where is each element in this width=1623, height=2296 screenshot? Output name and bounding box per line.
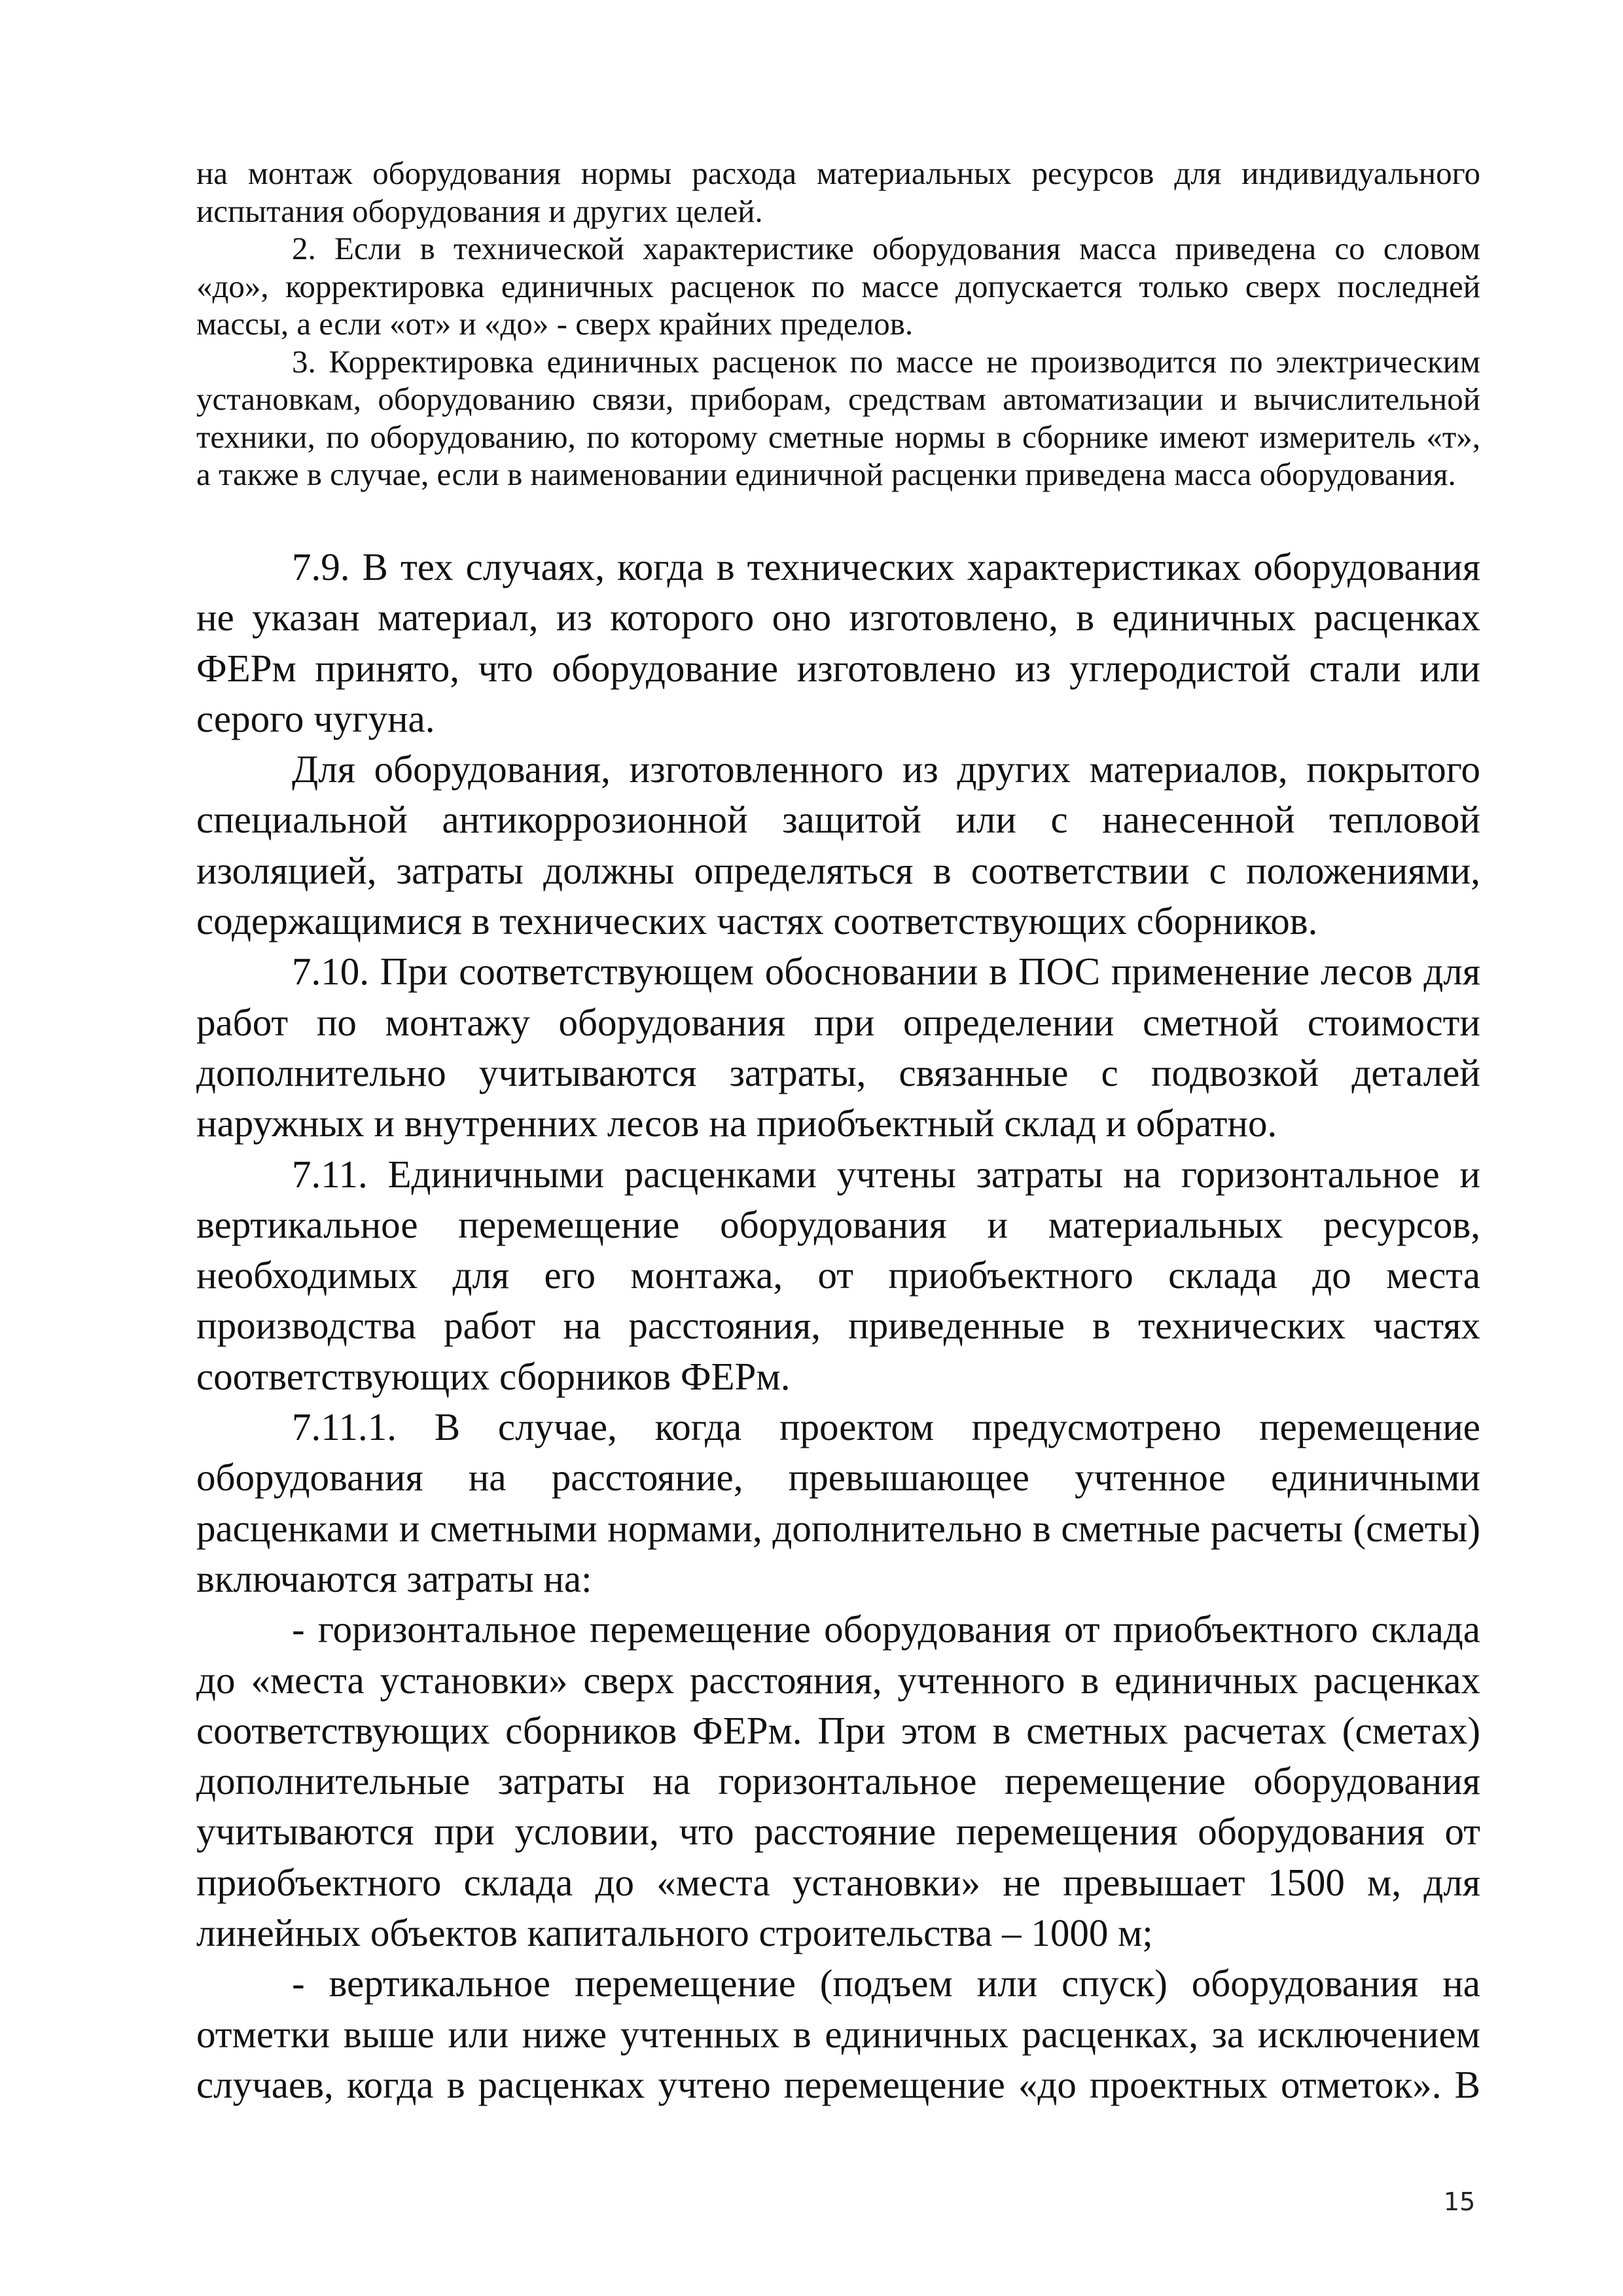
text-line: отметки выше или ниже учтенных в единичных расценках, за исключением: [196, 2012, 1480, 2056]
text-line: техники, по оборудованию, по которому сметные нормы в сборнике имеют измеритель «т»,: [196, 418, 1480, 455]
text-line: «до», корректировка единичных расценок по массе допускается только сверх последней: [196, 268, 1480, 304]
paragraph: [196, 1958, 1480, 2110]
text-line: 2. Если в технической характеристике оборудования масса приведена со словом: [292, 230, 1480, 266]
text-line: 7.10. При соответствующем обосновании в ПОС применение лесов для: [292, 950, 1480, 994]
text-line: вертикальное перемещение оборудования и материальных ресурсов,: [196, 1202, 1480, 1246]
text-line: ФЕРм принято, что оборудование изготовлено из углеродистой стали или: [196, 646, 1480, 690]
text-line: испытания оборудования и других целей.: [196, 192, 763, 229]
paragraph: [196, 744, 1480, 946]
text-line: Для оборудования, изготовленного из других материалов, покрытого: [292, 747, 1480, 791]
text-line: а также в случае, если в наименовании единичной расценки приведена масса оборудования.: [196, 456, 1456, 492]
text-line: 3. Корректировка единичных расценок по массе не производится по электрическим: [292, 343, 1480, 380]
text-line: соответствующих сборников ФЕРм. При этом в сметных расчетах (сметах): [196, 1708, 1480, 1752]
paragraph: [196, 1149, 1480, 1402]
note-paragraph: [196, 343, 1480, 493]
text-line: 7.11.1. В случае, когда проектом предусмотрено перемещение: [292, 1405, 1480, 1449]
text-line: на монтаж оборудования нормы расхода материальных ресурсов для индивидуального: [196, 155, 1480, 191]
text-line: массы, а если «от» и «до» - сверх крайних пределов.: [196, 306, 914, 342]
text-line: работ по монтажу оборудования при определении сметной стоимости: [196, 1000, 1480, 1044]
note-paragraph: [196, 230, 1480, 343]
paragraph: [196, 946, 1480, 1149]
text-line: изоляцией, затраты должны определяться в соответствии с положениями,: [196, 848, 1480, 892]
text-line: случаев, когда в расценках учтено перемещение «до проектных отметок». В: [196, 2062, 1480, 2106]
note-paragraph: [196, 154, 1480, 230]
paragraph: [196, 542, 1480, 744]
text-line: наружных и внутренних лесов на приобъектный склад и обратно.: [196, 1102, 1277, 1145]
text-line: 7.11. Единичными расценками учтены затраты на горизонтальное и: [292, 1152, 1480, 1196]
text-line: серого чугуна.: [196, 696, 435, 740]
text-line: не указан материал, из которого оно изготовлено, в единичных расценках: [196, 596, 1480, 639]
text-line: специальной антикоррозионной защитой или с нанесенной тепловой: [196, 798, 1480, 842]
notes-section: [196, 154, 1480, 493]
text-line: оборудования на расстояние, превышающее учтенное единичными: [196, 1456, 1480, 1499]
text-line: содержащимися в технических частях соответствующих сборников.: [196, 899, 1318, 943]
text-line: необходимых для его монтажа, от приобъектного склада до места: [196, 1253, 1480, 1297]
text-line: дополнительно учитываются затраты, связанные с подвозкой деталей: [196, 1050, 1480, 1094]
text-line: 7.9. В тех случаях, когда в технических характеристиках оборудования: [292, 545, 1480, 588]
text-line: учитываются при условии, что расстояние перемещения оборудования от: [196, 1810, 1480, 1854]
text-line: - вертикальное перемещение (подъем или спуск) оборудования на: [292, 1962, 1480, 2005]
text-line: включаются затраты на:: [196, 1556, 592, 1600]
page-number: 15: [1444, 2187, 1476, 2216]
text-line: линейных объектов капитального строительства – 1000 м;: [196, 1911, 1153, 1955]
text-line: расценками и сметными нормами, дополнительно в сметные расчеты (сметы): [196, 1506, 1480, 1550]
text-line: соответствующих сборников ФЕРм.: [196, 1354, 791, 1398]
text-line: - горизонтальное перемещение оборудования от приобъектного склада: [292, 1607, 1480, 1651]
paragraph: [196, 1402, 1480, 1604]
text-line: приобъектного склада до «места установки» не превышает 1500 м, для: [196, 1860, 1480, 1904]
text-line: производства работ на расстояния, приведенные в технических частях: [196, 1304, 1480, 1348]
text-line: установкам, оборудованию связи, приборам, средствам автоматизации и вычислительной: [196, 381, 1480, 417]
text-line: до «места установки» сверх расстояния, учтенного в единичных расценках: [196, 1658, 1480, 1702]
body-text: [196, 542, 1480, 2110]
paragraph: [196, 1604, 1480, 1958]
text-line: дополнительные затраты на горизонтальное перемещение оборудования: [196, 1759, 1480, 1803]
